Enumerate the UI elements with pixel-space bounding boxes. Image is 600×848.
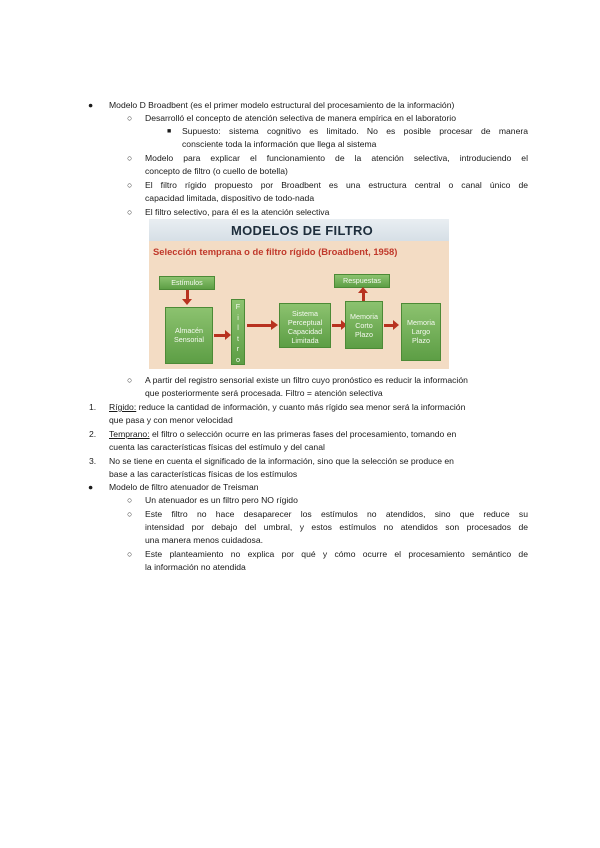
line-planteamiento-cont: la información no atendida xyxy=(145,562,246,572)
arrowhead xyxy=(271,320,278,330)
line-rigido xyxy=(109,401,465,414)
rigido-text: reduce la cantidad de información, y cuanto más rígido sea menor será la información xyxy=(136,402,466,412)
line-broadbent-heading: Modelo D Broadbent (es el primer modelo estructural del procesamiento de la información) xyxy=(109,100,455,110)
number-marker: 2. xyxy=(89,429,97,439)
memoria-largo-plazo-box xyxy=(401,303,441,361)
line-modelo-explicar-cont: concepto de filtro (o cuello de botella) xyxy=(145,166,288,176)
line-temprano-cont: cuenta las características físicas del estímulo y del canal xyxy=(109,442,325,452)
memoria-largo-plazo-label: Memoria Largo Plazo xyxy=(407,318,435,345)
circle-marker: ○ xyxy=(127,153,133,163)
term-rigido: Rígido: xyxy=(109,402,137,412)
filter-models-diagram xyxy=(149,219,449,369)
circle-marker: ○ xyxy=(127,509,133,519)
circle-marker: ○ xyxy=(127,495,133,505)
filtro-letter: t xyxy=(237,333,239,343)
diagram-title: MODELOS DE FILTRO xyxy=(231,223,374,238)
line-modelo-explicar: Modelo para explicar el funcionamiento de la atención selectiva, introduciendo el xyxy=(145,153,528,163)
line-temprano xyxy=(109,428,456,441)
line-filtro-selectivo: El filtro selectivo, para él es la atención selectiva xyxy=(145,207,330,217)
respuestas-box: Respuestas xyxy=(334,274,390,288)
filtro-letter: r xyxy=(236,344,240,353)
arrow-right xyxy=(247,324,272,327)
bullet-marker: ● xyxy=(88,100,94,110)
line-filtro-rigido: El filtro rígido propuesto por Broadbent es una estructura central o canal único de xyxy=(145,180,528,190)
filtro-letter: l xyxy=(237,323,239,332)
filtro-letter: o xyxy=(236,354,240,364)
filtro-letter: F xyxy=(235,302,241,311)
filtro-box xyxy=(231,299,245,365)
sistema-perceptual-box xyxy=(279,303,331,348)
almacen-sensorial-label: Almacén Sensorial xyxy=(174,326,204,344)
line-significado: No se tiene en cuenta el significado de la información, sino que la selección se produce en xyxy=(109,456,454,466)
line-atenuador: Un atenuador es un filtro pero NO rígido xyxy=(145,495,298,505)
circle-marker: ○ xyxy=(127,549,133,559)
almacen-sensorial-box xyxy=(165,307,213,364)
number-marker: 3. xyxy=(89,456,97,466)
memoria-corto-plazo-label: Memoria Corto Plazo xyxy=(350,312,378,339)
line-este-filtro-cont2: una manera menos cuidadosa. xyxy=(145,535,264,545)
line-rigido-cont: que pasa y con menor velocidad xyxy=(109,415,233,425)
line-treisman-heading: Modelo de filtro atenuador de Treisman xyxy=(109,482,259,492)
line-este-filtro-cont: intensidad por debajo del umbral, y estos estímulos no atendidos son procesados de xyxy=(145,522,528,532)
line-filtro-rigido-cont: capacidad limitada, dispositivo de todo-nada xyxy=(145,193,315,203)
circle-marker: ○ xyxy=(127,113,133,123)
circle-marker: ○ xyxy=(127,375,133,385)
filtro-letter: i xyxy=(237,312,239,322)
line-registro-sensorial-cont: que posteriormente será procesada. Filtro = atención selectiva xyxy=(145,388,383,398)
estimulos-box: Estímulos xyxy=(159,276,215,290)
line-planteamiento: Este planteamiento no explica por qué y cómo ocurre el procesamiento semántico de xyxy=(145,549,528,559)
bullet-marker: ● xyxy=(88,482,94,492)
line-registro-sensorial: A partir del registro sensorial existe un filtro cuyo pronóstico es reducir la información xyxy=(145,375,468,385)
number-marker: 1. xyxy=(89,402,97,412)
line-desarrollo: Desarrolló el concepto de atención selectiva de manera empírica en el laboratorio xyxy=(145,113,456,123)
memoria-corto-plazo-box xyxy=(345,301,383,349)
arrowhead xyxy=(358,287,368,293)
term-temprano: Temprano: xyxy=(109,429,150,439)
diagram-subtitle: Selección temprana o de filtro rígido (Broadbent, 1958) xyxy=(153,246,398,257)
line-significado-cont: base a las características físicas de los estímulos xyxy=(109,469,298,479)
line-supuesto-cont: consciente toda la información que llega al sistema xyxy=(182,139,377,149)
line-este-filtro: Este filtro no hace desaparecer los estímulos no atendidos, sino que reduce su xyxy=(145,509,528,519)
arrowhead xyxy=(182,299,192,305)
circle-marker: ○ xyxy=(127,180,133,190)
sistema-perceptual-label: Sistema Perceptual Capacidad Limitada xyxy=(287,309,323,345)
line-supuesto: Supuesto: sistema cognitivo es limitado. No es posible procesar de manera xyxy=(182,126,528,136)
temprano-text: el filtro o selección ocurre en las primeras fases del procesamiento, tomando en xyxy=(149,429,457,439)
square-marker: ■ xyxy=(167,128,172,135)
circle-marker: ○ xyxy=(127,207,133,217)
arrowhead xyxy=(393,320,399,330)
